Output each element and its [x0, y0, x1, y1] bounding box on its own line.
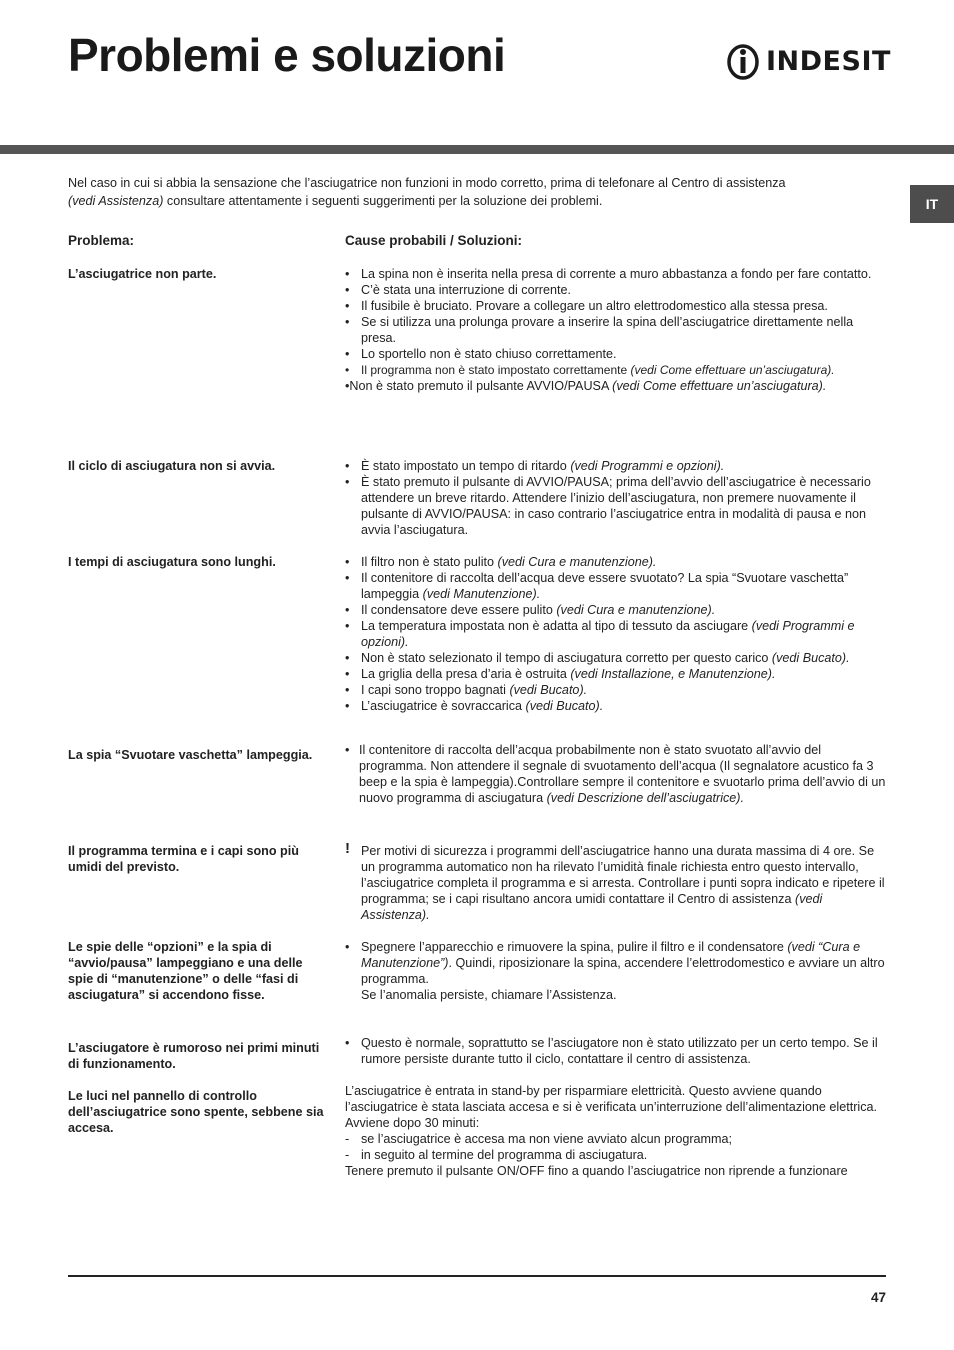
- list-item: • La temperatura impostata non è adatta al tipo di tessuto da asciugare (vedi Programmi e opzioni).: [345, 618, 890, 650]
- language-tab: IT: [910, 185, 954, 223]
- list-item: • L’asciugatrice è sovraccarica (vedi Bucato).: [345, 698, 890, 714]
- warning-icon: !: [345, 840, 350, 857]
- solution-list: [345, 742, 890, 806]
- solution-list: [345, 939, 890, 1003]
- solution-list: [345, 458, 890, 538]
- page-number: 47: [870, 1290, 886, 1305]
- problem-label: L’asciugatrice non parte.: [68, 267, 217, 281]
- solution-paragraph: [345, 1083, 890, 1179]
- page-title: Problemi e soluzioni: [68, 29, 506, 81]
- list-item: • Il programma non è stato impostato correttamente (vedi Come effettuare un’asciugatura).: [345, 362, 890, 378]
- list-item: • È stato premuto il pulsante di AVVIO/PAUSA; prima dell’avvio dell’asciugatrice è necessario attendere un breve ritardo. Attendere l’inizio dell’asciugatura, non premere nuovamente il pulsante di AVVIO/PAUSA: in caso contrario l’asciugatrice entra in modalità di pausa e non avvia l’asciugatura.: [345, 474, 890, 538]
- indesit-logo: [726, 42, 891, 80]
- problem-label: I tempi di asciugatura sono lunghi.: [68, 555, 276, 569]
- solutions-column-header: Cause probabili / Soluzioni:: [345, 233, 523, 248]
- problem-label: La spia “Svuotare vaschetta” lampeggia.: [68, 748, 313, 762]
- problem-label: Il programma termina e i capi sono più umidi del previsto.: [68, 844, 299, 874]
- closing-text: Tenere premuto il pulsante ON/OFF fino a quando l’asciugatrice non riprende a funzionare: [345, 1164, 848, 1178]
- solution-list: [345, 1035, 890, 1067]
- list-item: • Il contenitore di raccolta dell’acqua deve essere svuotato? La spia “Svuotare vaschetta” lampeggia (vedi Manutenzione).: [345, 570, 890, 602]
- list-item: • Questo è normale, soprattutto se l’asciugatore non è stato utilizzato per un certo tempo. Se il rumore persiste durante tutto il ciclo, contattare il centro di assistenza.: [345, 1035, 890, 1067]
- list-item: • Spegnere l’apparecchio e rimuovere la spina, pulire il filtro e il condensatore (vedi “Cura e Manutenzione”). Quindi, riposizionare la spina, accendere l’elettrodomestico e avviare un altro programma.: [345, 939, 890, 987]
- problem-label: L’asciugatore è rumoroso nei primi minuti di funzionamento.: [68, 1041, 320, 1071]
- problem-column-header: Problema:: [68, 233, 135, 248]
- intro-text-end: consultare attentamente i seguenti suggerimenti per la soluzione dei problemi.: [163, 194, 603, 208]
- problem-label: Le luci nel pannello di controllo dell’asciugatrice sono spente, sebbene sia accesa.: [68, 1089, 324, 1135]
- list-item: • La spina non è inserita nella presa di corrente a muro abbastanza a fondo per fare contatto.: [345, 266, 890, 282]
- list-item: • Il condensatore deve essere pulito (vedi Cura e manutenzione).: [345, 602, 890, 618]
- intro-reference: (vedi Assistenza): [68, 194, 164, 208]
- problem-label: Le spie delle “opzioni” e la spia di “avvio/pausa” lampeggiano e una delle spie di “manutenzione” o delle “fasi di asciugatura” si accendono fisse.: [68, 940, 303, 1002]
- solution-list: [345, 266, 890, 394]
- list-item: • C’è stata una interruzione di corrente.: [345, 282, 890, 298]
- list-item: • Il contenitore di raccolta dell’acqua probabilmente non è stato svuotato all’avvio del programma. Non attendere il segnale di svuotamento dell’acqua (Il segnalatore acustico fa 3 beep e la spia è lampeggia).Controllare sempre il contenitore e svuotarlo prima dell’avvio di un nuovo programma di asciugatura (vedi Descrizione dell’asciugatrice).: [345, 742, 890, 806]
- list-item: • Il filtro non è stato pulito (vedi Cura e manutenzione).: [345, 554, 890, 570]
- dash-item: - in seguito al termine del programma di asciugatura.: [345, 1147, 890, 1163]
- footer-rule: [68, 1275, 886, 1277]
- brand-name: INDESIT: [766, 45, 891, 77]
- note-text: Se l’anomalia persiste, chiamare l’Assistenza.: [361, 988, 617, 1002]
- list-item: • I capi sono troppo bagnati (vedi Bucato).: [345, 682, 890, 698]
- list-item: • Se si utilizza una prolunga provare a inserire la spina dell’asciugatrice direttamente nella presa.: [345, 314, 890, 346]
- solution-list: [345, 554, 890, 714]
- warning-note: ! Per motivi di sicurezza i programmi dell’asciugatrice hanno una durata massima di 4 ore. Se un programma automatico non ha rilevato l’umidità finale richiesta entro questo intervallo, l’asciugatrice completa il programma e si arresta. Controllare i punti sopra indicato e ripetere il programma; se i capi risultano ancora umidi contattare il Centro di assistenza (vedi Assistenza).: [345, 840, 885, 922]
- list-item: • Il fusibile è bruciato. Provare a collegare un altro elettrodomestico alla stessa presa.: [345, 298, 890, 314]
- list-item: • È stato impostato un tempo di ritardo (vedi Programmi e opzioni).: [345, 458, 890, 474]
- info-i-icon: [726, 42, 760, 80]
- dash-item: - se l’asciugatrice è accesa ma non viene avviato alcun programma;: [345, 1131, 890, 1147]
- intro-text: Nel caso in cui si abbia la sensazione che l’asciugatrice non funzioni in modo corretto, prima di telefonare al Centro di assistenza: [68, 176, 786, 190]
- list-item: • La griglia della presa d’aria è ostruita (vedi Installazione, e Manutenzione).: [345, 666, 890, 682]
- list-item: • Lo sportello non è stato chiuso correttamente.: [345, 346, 890, 362]
- paragraph-text: L’asciugatrice è entrata in stand-by per risparmiare elettricità. Questo avviene quando l’asciugatrice è stata lasciata accesa e si è verificata un’interruzione dell’alimentazione elettrica. Avviene dopo 30 minuti:: [345, 1084, 878, 1130]
- intro-paragraph: [68, 174, 868, 210]
- header-rule: [0, 145, 954, 154]
- list-item: •Non è stato premuto il pulsante AVVIO/PAUSA (vedi Come effettuare un’asciugatura).: [345, 379, 827, 393]
- problem-label: Il ciclo di asciugatura non si avvia.: [68, 459, 276, 473]
- list-item: • Non è stato selezionato il tempo di asciugatura corretto per questo carico (vedi Bucato).: [345, 650, 890, 666]
